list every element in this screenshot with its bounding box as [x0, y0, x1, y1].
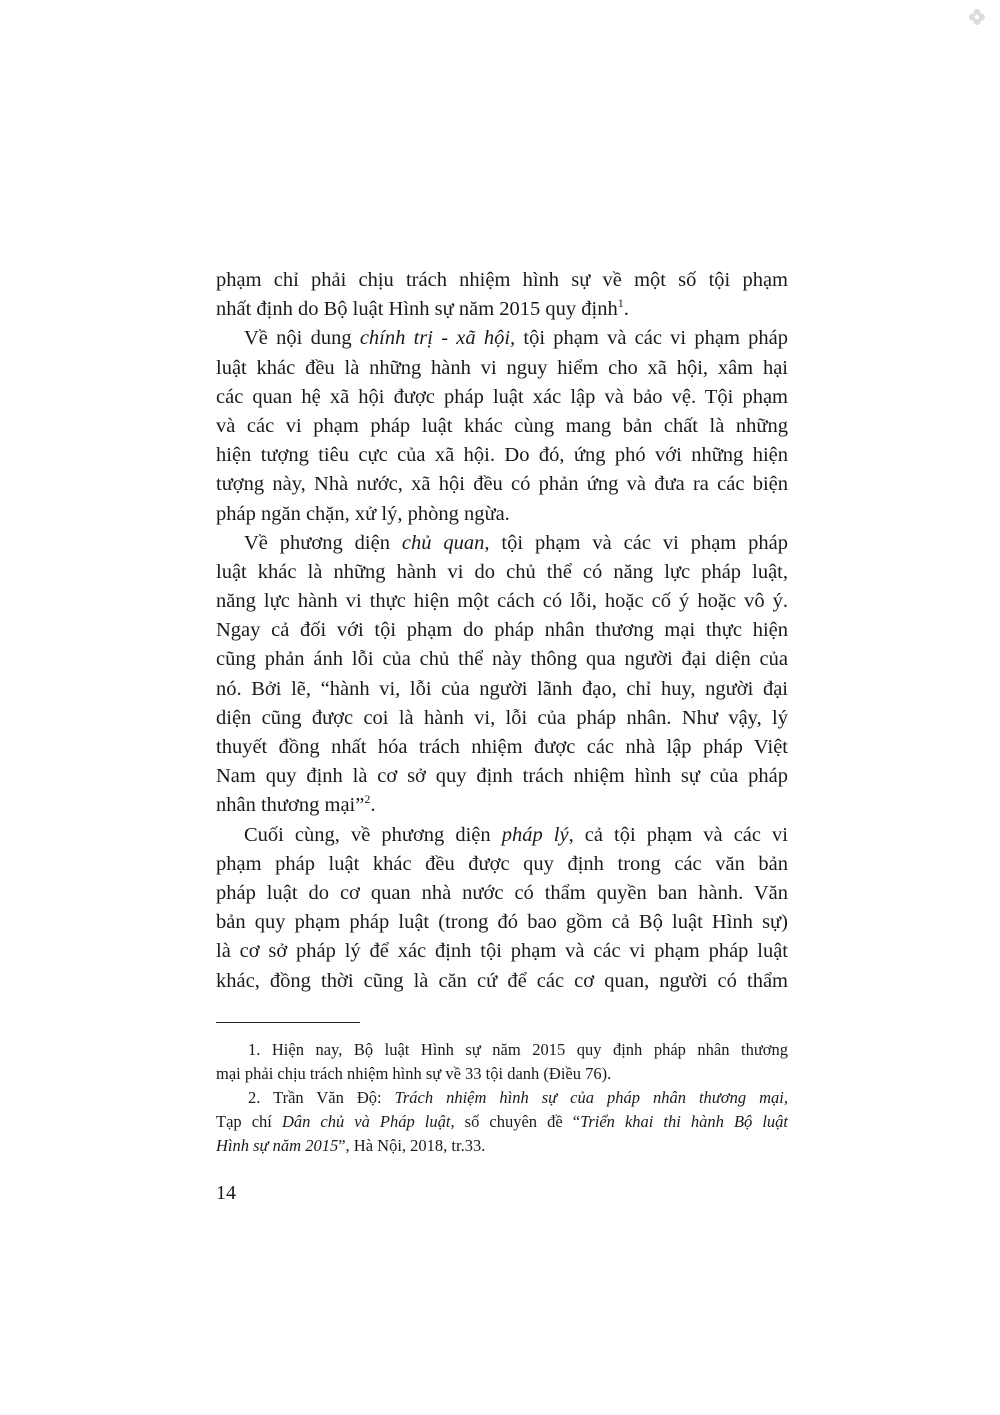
body-line: hiện tượng tiêu cực của xã hội. Do đó, ứng phó với những hiện — [216, 444, 788, 467]
footnote-divider — [216, 1022, 360, 1023]
footnote-1-continued: mại phải chịu trách nhiệm hình sự về 33 tội danh (Điều 76). — [216, 1064, 612, 1083]
emphasis: pháp lý, — [501, 823, 574, 846]
emphasis: chính trị - xã hội, — [359, 327, 516, 350]
body-line: luật khác đều là những hành vi nguy hiểm cho xã hội, xâm hại — [216, 356, 788, 379]
paragraph-start: Về phương diện chủ quan, tội phạm và các vi phạm pháp — [244, 531, 788, 554]
paragraph-start: Cuối cùng, về phương diện pháp lý, cả tội phạm và các vi — [244, 823, 789, 846]
footnote-ref-2: 2 — [364, 792, 371, 807]
flower-watermark-icon — [968, 8, 986, 26]
footnote-2: 2. Trần Văn Độ: Trách nhiệm hình sự của pháp nhân thương mại, — [248, 1088, 788, 1107]
body-line: luật khác là những hành vi do chủ thể có năng lực pháp luật, — [216, 560, 788, 583]
body-line: Ngay cả đối với tội phạm do pháp nhân thương mại thực hiện — [216, 619, 788, 642]
body-line: pháp luật do cơ quan nhà nước có thẩm quyền ban hành. Văn — [216, 881, 788, 904]
body-line: diện cũng được coi là hành vi, lỗi của pháp nhân. Như vậy, lý — [216, 706, 788, 729]
body-line: pháp ngăn chặn, xử lý, phòng ngừa. — [216, 502, 510, 525]
body-text — [216, 266, 788, 996]
body-line: năng lực hành vi thực hiện một cách có lỗi, hoặc cố ý hoặc vô ý. — [216, 590, 788, 613]
body-line: tượng này, Nhà nước, xã hội đều có phản ứng và đưa ra các biện — [216, 473, 788, 496]
footnote-1: 1. Hiện nay, Bộ luật Hình sự năm 2015 quy định pháp nhân thương — [248, 1040, 788, 1059]
footnote-ref-1: 1 — [617, 296, 624, 311]
body-line: là cơ sở pháp lý để xác định tội phạm và các vi phạm pháp luật — [216, 940, 788, 963]
body-line: các quan hệ xã hội được pháp luật xác lập và bảo vệ. Tội phạm — [216, 385, 788, 408]
body-line: và các vi phạm pháp luật khác cùng mang bản chất là những — [216, 414, 788, 437]
body-line: nhất định do Bộ luật Hình sự năm 2015 quy định$^1$. — [216, 296, 629, 321]
footnotes — [216, 1038, 788, 1158]
footnote-2-end: Hình sự năm 2015”, Hà Nội, 2018, tr.33. — [216, 1136, 486, 1155]
body-line: cũng phản ánh lỗi của chủ thể này thông qua người đại diện của — [216, 648, 788, 671]
body-line: khác, đồng thời cũng là căn cứ để các cơ quan, người có thẩm — [216, 969, 788, 992]
paragraph-start: Về nội dung chính trị - xã hội, tội phạm và các vi phạm pháp — [244, 327, 788, 350]
body-line: Nam quy định là cơ sở quy định trách nhiệm hình sự của pháp — [216, 765, 788, 788]
emphasis: chủ quan, — [401, 531, 490, 554]
body-line: thuyết đồng nhất hóa trách nhiệm được các nhà lập pháp Việt — [216, 736, 788, 758]
page-number: 14 — [216, 1182, 236, 1204]
body-line: phạm chỉ phải chịu trách nhiệm hình sự về một số tội phạm — [216, 269, 788, 291]
body-line: nhân thương mại”$^2$. — [216, 792, 376, 817]
body-line: phạm pháp luật khác đều được quy định trong các văn bản — [216, 852, 788, 875]
body-line: nó. Bởi lẽ, “hành vi, lỗi của người lãnh đạo, chỉ huy, người đại — [216, 677, 788, 700]
body-line: bản quy phạm pháp luật (trong đó bao gồm cả Bộ luật Hình sự) — [216, 911, 788, 934]
footnote-2-continued: Tạp chí Dân chủ và Pháp luật, số chuyên đề “Triển khai thi hành Bộ luật — [216, 1112, 789, 1131]
